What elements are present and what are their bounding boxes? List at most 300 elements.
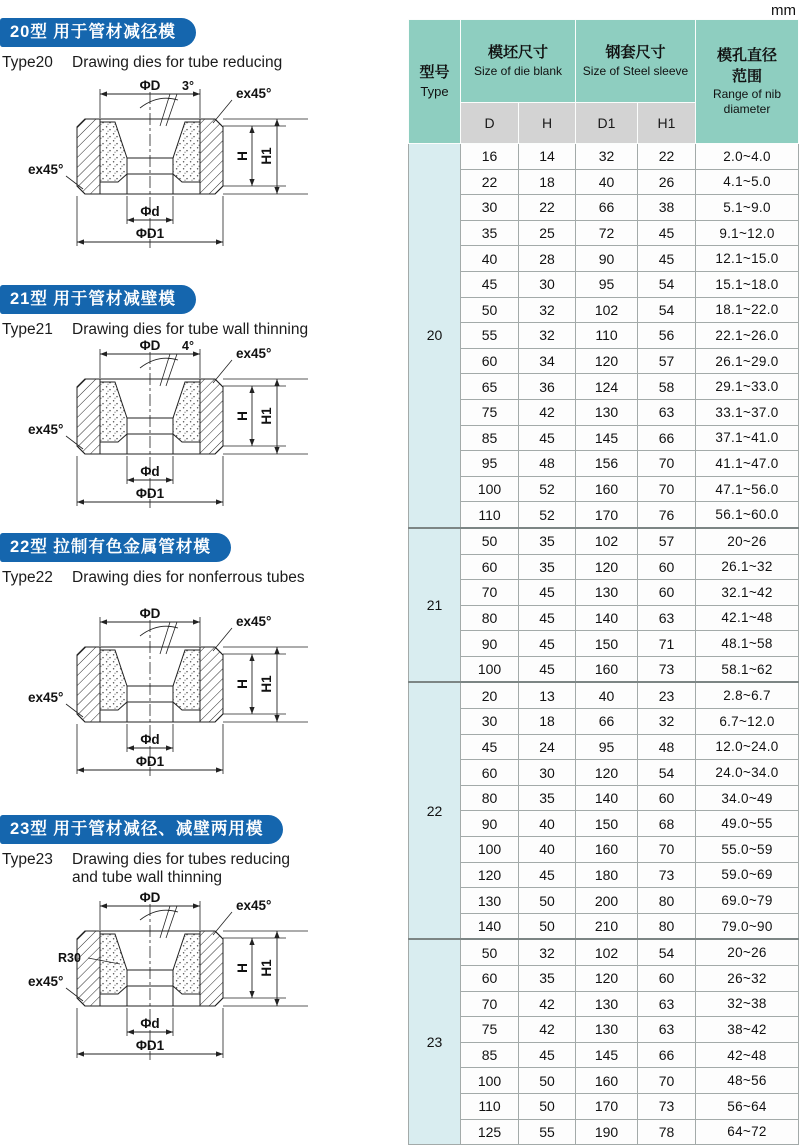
dimension-cell: 120: [576, 348, 638, 374]
dimension-cell: 30: [519, 760, 576, 786]
dimension-cell: 40: [519, 837, 576, 863]
svg-text:H: H: [235, 151, 250, 161]
svg-text:H: H: [235, 679, 250, 689]
dimension-cell: 70: [638, 451, 696, 477]
type-label: Type21: [2, 320, 53, 338]
nib-range-cell: 32.1~42: [696, 580, 799, 606]
dimension-cell: 100: [461, 656, 519, 682]
dimension-cell: 66: [576, 195, 638, 221]
dimension-cell: 90: [576, 246, 638, 272]
dimension-cell: 32: [519, 323, 576, 349]
nib-range-cell: 2.8~6.7: [696, 682, 799, 708]
table-row: [409, 1068, 799, 1094]
svg-text:H1: H1: [259, 147, 274, 165]
dimension-cell: 50: [461, 939, 519, 965]
dimension-cell: 85: [461, 425, 519, 451]
nib-range-cell: 64~72: [696, 1119, 799, 1145]
table-row: [409, 913, 799, 939]
section-type21: [0, 285, 406, 339]
dimension-cell: 120: [576, 554, 638, 580]
dimension-cell: 63: [638, 605, 696, 631]
dimension-cell: 54: [638, 271, 696, 297]
dimension-cell: 57: [638, 348, 696, 374]
dimension-cell: 63: [638, 1017, 696, 1043]
dimension-cell: 170: [576, 1093, 638, 1119]
dimension-cell: 130: [461, 888, 519, 914]
dimension-cell: 18: [519, 169, 576, 195]
dimension-cell: 72: [576, 220, 638, 246]
nib-range-cell: 55.0~59: [696, 837, 799, 863]
dimension-cell: 80: [638, 913, 696, 939]
table-row: [409, 451, 799, 477]
section-description: [2, 569, 406, 587]
dimension-cell: 145: [576, 1042, 638, 1068]
table-row: [409, 144, 799, 170]
dimension-cell: 130: [576, 1017, 638, 1043]
svg-text:ΦD1: ΦD1: [135, 486, 165, 501]
dimension-cell: 35: [519, 785, 576, 811]
dimension-cell: 160: [576, 656, 638, 682]
header-die-blank: 模坯尺寸 Size of die blank: [461, 20, 576, 103]
table-row: [409, 399, 799, 425]
dimension-cell: 22: [519, 195, 576, 221]
dimension-cell: 35: [519, 966, 576, 992]
dimension-cell: 65: [461, 374, 519, 400]
section-title-badge: 20型 用于管材减径模: [0, 18, 196, 47]
nib-range-cell: 12.0~24.0: [696, 734, 799, 760]
table-row: [409, 1093, 799, 1119]
type-label: Type23: [2, 850, 53, 868]
dimension-cell: 45: [519, 1042, 576, 1068]
dimension-cell: 45: [519, 656, 576, 682]
dimension-cell: 54: [638, 297, 696, 323]
nib-range-cell: 69.0~79: [696, 888, 799, 914]
nib-range-cell: 26~32: [696, 966, 799, 992]
dimension-cell: 75: [461, 1017, 519, 1043]
dimension-cell: 80: [461, 605, 519, 631]
nib-range-cell: 15.1~18.0: [696, 271, 799, 297]
header-type: 型号 Type: [409, 20, 461, 144]
dimension-cell: 156: [576, 451, 638, 477]
svg-text:ΦD: ΦD: [139, 78, 161, 93]
section-type20: [0, 18, 406, 72]
dimension-cell: 16: [461, 144, 519, 170]
dimension-cell: 32: [576, 144, 638, 170]
dimension-cell: 160: [576, 476, 638, 502]
table-row: [409, 760, 799, 786]
dimension-cell: 18: [519, 709, 576, 735]
dimension-cell: 36: [519, 374, 576, 400]
dimension-cell: 71: [638, 631, 696, 657]
description-text: Drawing dies for tube reducing: [72, 53, 283, 71]
dimension-cell: 63: [638, 399, 696, 425]
dimension-cell: 30: [461, 195, 519, 221]
nib-range-cell: 5.1~9.0: [696, 195, 799, 221]
dimension-cell: 22: [461, 169, 519, 195]
subheader-D: D: [461, 103, 519, 144]
dimension-cell: 42: [519, 399, 576, 425]
type-cell: 23: [409, 939, 461, 1144]
dimension-cell: 100: [461, 476, 519, 502]
dimension-cell: 130: [576, 580, 638, 606]
dimension-cell: 210: [576, 913, 638, 939]
dimension-cell: 75: [461, 399, 519, 425]
svg-text:ex45°: ex45°: [236, 614, 272, 629]
svg-text:ΦD1: ΦD1: [135, 226, 165, 241]
dimension-cell: 150: [576, 811, 638, 837]
nib-range-cell: 37.1~41.0: [696, 425, 799, 451]
svg-text:4°: 4°: [182, 339, 194, 353]
dimension-cell: 40: [576, 682, 638, 708]
dimension-cell: 70: [638, 476, 696, 502]
dimension-cell: 66: [576, 709, 638, 735]
dimension-cell: 48: [519, 451, 576, 477]
dimension-cell: 50: [461, 297, 519, 323]
dimension-cell: 90: [461, 811, 519, 837]
dimension-cell: 95: [576, 734, 638, 760]
dimension-cell: 80: [461, 785, 519, 811]
dimension-cell: 13: [519, 682, 576, 708]
dimension-cell: 45: [519, 425, 576, 451]
r30-label: R30: [58, 951, 81, 965]
dimension-cell: 40: [519, 811, 576, 837]
dimension-cell: 180: [576, 862, 638, 888]
nib-range-cell: 38~42: [696, 1017, 799, 1043]
header-nib-range: 模孔直径 范围 Range of nib diameter: [696, 20, 799, 144]
dimension-cell: 48: [638, 734, 696, 760]
dimension-cell: 110: [461, 1093, 519, 1119]
dimension-cell: 50: [519, 1093, 576, 1119]
dimension-cell: 52: [519, 476, 576, 502]
svg-text:ex45°: ex45°: [28, 162, 64, 177]
nib-range-cell: 56.1~60.0: [696, 502, 799, 528]
nib-range-cell: 49.0~55: [696, 811, 799, 837]
dimension-cell: 50: [519, 888, 576, 914]
svg-text:ex45°: ex45°: [28, 422, 64, 437]
section-type22: [0, 533, 406, 587]
dimension-cell: 42: [519, 991, 576, 1017]
table-row: [409, 169, 799, 195]
dimension-cell: 60: [638, 554, 696, 580]
table-row: [409, 528, 799, 554]
nib-range-cell: 20~26: [696, 939, 799, 965]
dimension-cell: 54: [638, 939, 696, 965]
nib-range-cell: 6.7~12.0: [696, 709, 799, 735]
svg-text:ΦD1: ΦD1: [135, 754, 165, 769]
nib-range-cell: 42.1~48: [696, 605, 799, 631]
dimension-cell: 160: [576, 1068, 638, 1094]
dimension-cell: 120: [576, 966, 638, 992]
dimension-cell: 130: [576, 399, 638, 425]
dimension-cell: 30: [461, 709, 519, 735]
dimension-cell: 120: [461, 862, 519, 888]
table-row: [409, 888, 799, 914]
dimension-cell: 70: [638, 837, 696, 863]
nib-range-cell: 47.1~56.0: [696, 476, 799, 502]
table-row: [409, 1042, 799, 1068]
dimension-cell: 85: [461, 1042, 519, 1068]
dimension-cell: 66: [638, 425, 696, 451]
dimension-cell: 40: [576, 169, 638, 195]
nib-range-cell: 2.0~4.0: [696, 144, 799, 170]
table-row: [409, 709, 799, 735]
nib-range-cell: 56~64: [696, 1093, 799, 1119]
nib-range-cell: 59.0~69: [696, 862, 799, 888]
dimension-cell: 78: [638, 1119, 696, 1145]
dimension-cell: 34: [519, 348, 576, 374]
nib-range-cell: 24.0~34.0: [696, 760, 799, 786]
dimension-cell: 42: [519, 1017, 576, 1043]
svg-text:ΦD: ΦD: [139, 606, 161, 621]
dimension-cell: 200: [576, 888, 638, 914]
dimension-cell: 140: [461, 913, 519, 939]
nib-range-cell: 41.1~47.0: [696, 451, 799, 477]
svg-text:H1: H1: [259, 407, 274, 425]
dimension-cell: 22: [638, 144, 696, 170]
svg-text:ΦD: ΦD: [139, 890, 161, 905]
dimension-cell: 70: [638, 1068, 696, 1094]
table-row: [409, 837, 799, 863]
nib-range-cell: 58.1~62: [696, 656, 799, 682]
table-row: [409, 580, 799, 606]
svg-text:ex45°: ex45°: [28, 974, 64, 989]
section-type23: [0, 815, 406, 887]
nib-range-cell: 32~38: [696, 991, 799, 1017]
table-row: [409, 195, 799, 221]
dimension-cell: 56: [638, 323, 696, 349]
table-row: [409, 631, 799, 657]
dimension-cell: 125: [461, 1119, 519, 1145]
dimension-cell: 102: [576, 528, 638, 554]
nib-range-cell: 18.1~22.0: [696, 297, 799, 323]
dimension-cell: 35: [461, 220, 519, 246]
die-diagram-type22: [0, 604, 335, 799]
type-label: Type20: [2, 53, 53, 71]
nib-range-cell: 22.1~26.0: [696, 323, 799, 349]
dimension-cell: 58: [638, 374, 696, 400]
section-description: [2, 54, 406, 72]
unit-label: mm: [771, 2, 796, 19]
description-line1: Drawing dies for tubes reducing: [72, 850, 290, 868]
nib-range-cell: 29.1~33.0: [696, 374, 799, 400]
subheader-D1: D1: [576, 103, 638, 144]
dimension-cell: 35: [519, 528, 576, 554]
dimension-cell: 28: [519, 246, 576, 272]
table-row: [409, 682, 799, 708]
subheader-H1: H1: [638, 103, 696, 144]
dimension-cell: 23: [638, 682, 696, 708]
dimension-cell: 14: [519, 144, 576, 170]
table-row: [409, 1119, 799, 1145]
subheader-H: H: [519, 103, 576, 144]
svg-text:Φd: Φd: [140, 1016, 160, 1031]
dimension-cell: 45: [519, 862, 576, 888]
dimension-cell: 45: [461, 271, 519, 297]
dimension-cell: 45: [638, 220, 696, 246]
section-title-badge: 23型 用于管材减径、减壁两用模: [0, 815, 283, 844]
dimension-cell: 52: [519, 502, 576, 528]
dimension-cell: 45: [519, 631, 576, 657]
nib-range-cell: 26.1~29.0: [696, 348, 799, 374]
dimension-cell: 25: [519, 220, 576, 246]
table-row: [409, 554, 799, 580]
spec-table: [408, 19, 799, 1145]
svg-text:H1: H1: [259, 959, 274, 977]
dimension-cell: 45: [519, 580, 576, 606]
description-text: [72, 851, 290, 887]
table-body: [409, 144, 799, 1145]
dimension-cell: 45: [638, 246, 696, 272]
description-text: Drawing dies for tube wall thinning: [72, 320, 309, 338]
section-title-badge: 21型 用于管材减壁模: [0, 285, 196, 314]
table-row: [409, 939, 799, 965]
dimension-cell: 100: [461, 837, 519, 863]
die-diagram-type21: [0, 336, 335, 531]
svg-text:ex45°: ex45°: [236, 86, 272, 101]
dimension-cell: 60: [638, 966, 696, 992]
svg-text:ex45°: ex45°: [236, 346, 272, 361]
table-row: [409, 1017, 799, 1043]
dimension-cell: 35: [519, 554, 576, 580]
svg-text:H: H: [235, 963, 250, 973]
dimension-cell: 124: [576, 374, 638, 400]
dimension-cell: 60: [638, 785, 696, 811]
dimension-cell: 60: [461, 760, 519, 786]
nib-range-cell: 48~56: [696, 1068, 799, 1094]
svg-text:ex45°: ex45°: [28, 690, 64, 705]
type-cell: 20: [409, 144, 461, 528]
dimension-cell: 60: [461, 966, 519, 992]
dimension-cell: 73: [638, 862, 696, 888]
dimension-cell: 32: [519, 297, 576, 323]
left-column: [0, 0, 406, 1106]
nib-range-cell: 12.1~15.0: [696, 246, 799, 272]
dimension-cell: 55: [519, 1119, 576, 1145]
svg-text:ex45°: ex45°: [236, 898, 272, 913]
nib-range-cell: 26.1~32: [696, 554, 799, 580]
dimension-cell: 26: [638, 169, 696, 195]
dimension-cell: 80: [638, 888, 696, 914]
table-row: [409, 374, 799, 400]
dimension-cell: 60: [638, 580, 696, 606]
type-cell: 21: [409, 528, 461, 683]
dimension-cell: 40: [461, 246, 519, 272]
type-cell: 22: [409, 682, 461, 939]
dimension-cell: 32: [519, 939, 576, 965]
table-row: [409, 785, 799, 811]
dimension-cell: 66: [638, 1042, 696, 1068]
dimension-cell: 30: [519, 271, 576, 297]
table-row: [409, 425, 799, 451]
table-row: [409, 811, 799, 837]
table-row: [409, 502, 799, 528]
dimension-cell: 102: [576, 939, 638, 965]
table-row: [409, 323, 799, 349]
type-label: Type22: [2, 568, 53, 586]
table-row: [409, 297, 799, 323]
dimension-cell: 50: [519, 1068, 576, 1094]
dimension-cell: 190: [576, 1119, 638, 1145]
table-row: [409, 862, 799, 888]
nib-range-cell: 79.0~90: [696, 913, 799, 939]
dimension-cell: 76: [638, 502, 696, 528]
dimension-cell: 55: [461, 323, 519, 349]
table-row: [409, 348, 799, 374]
dimension-cell: 100: [461, 1068, 519, 1094]
dimension-cell: 24: [519, 734, 576, 760]
dimension-cell: 110: [576, 323, 638, 349]
dimension-cell: 120: [576, 760, 638, 786]
table-row: [409, 271, 799, 297]
dimension-cell: 140: [576, 785, 638, 811]
dimension-cell: 60: [461, 348, 519, 374]
nib-range-cell: 20~26: [696, 528, 799, 554]
dimension-cell: 95: [576, 271, 638, 297]
dimension-cell: 57: [638, 528, 696, 554]
dimension-cell: 70: [461, 991, 519, 1017]
svg-text:Φd: Φd: [140, 204, 160, 219]
dimension-cell: 68: [638, 811, 696, 837]
nib-range-cell: 4.1~5.0: [696, 169, 799, 195]
nib-range-cell: 9.1~12.0: [696, 220, 799, 246]
svg-text:3°: 3°: [182, 79, 194, 93]
dimension-cell: 102: [576, 297, 638, 323]
dimension-cell: 63: [638, 991, 696, 1017]
dimension-cell: 110: [461, 502, 519, 528]
dimension-cell: 20: [461, 682, 519, 708]
dimension-cell: 32: [638, 709, 696, 735]
die-diagram-type23: [0, 888, 335, 1083]
svg-text:ΦD1: ΦD1: [135, 1038, 165, 1053]
svg-text:H1: H1: [259, 675, 274, 693]
nib-range-cell: 33.1~37.0: [696, 399, 799, 425]
dimension-cell: 170: [576, 502, 638, 528]
description-line2: and tube wall thinning: [72, 868, 222, 886]
table-row: [409, 991, 799, 1017]
section-title-badge: 22型 拉制有色金属管材模: [0, 533, 231, 562]
dimension-cell: 70: [461, 580, 519, 606]
dimension-cell: 73: [638, 656, 696, 682]
section-description: [2, 851, 406, 887]
dimension-cell: 50: [461, 528, 519, 554]
table-row: [409, 246, 799, 272]
svg-text:Φd: Φd: [140, 732, 160, 747]
dimension-cell: 50: [519, 913, 576, 939]
svg-text:ΦD: ΦD: [139, 338, 161, 353]
dimension-cell: 38: [638, 195, 696, 221]
table-row: [409, 656, 799, 682]
table-row: [409, 966, 799, 992]
description-text: Drawing dies for nonferrous tubes: [72, 568, 305, 586]
dimension-cell: 45: [461, 734, 519, 760]
dimension-cell: 45: [519, 605, 576, 631]
dimension-cell: 95: [461, 451, 519, 477]
dimension-cell: 145: [576, 425, 638, 451]
dimension-cell: 73: [638, 1093, 696, 1119]
dimension-cell: 160: [576, 837, 638, 863]
dimension-cell: 150: [576, 631, 638, 657]
svg-text:Φd: Φd: [140, 464, 160, 479]
svg-text:H: H: [235, 411, 250, 421]
table-row: [409, 220, 799, 246]
dimension-cell: 60: [461, 554, 519, 580]
table-row: [409, 605, 799, 631]
dimension-cell: 90: [461, 631, 519, 657]
die-diagram-type20: [0, 76, 335, 271]
dimension-cell: 130: [576, 991, 638, 1017]
dimension-cell: 140: [576, 605, 638, 631]
nib-range-cell: 48.1~58: [696, 631, 799, 657]
